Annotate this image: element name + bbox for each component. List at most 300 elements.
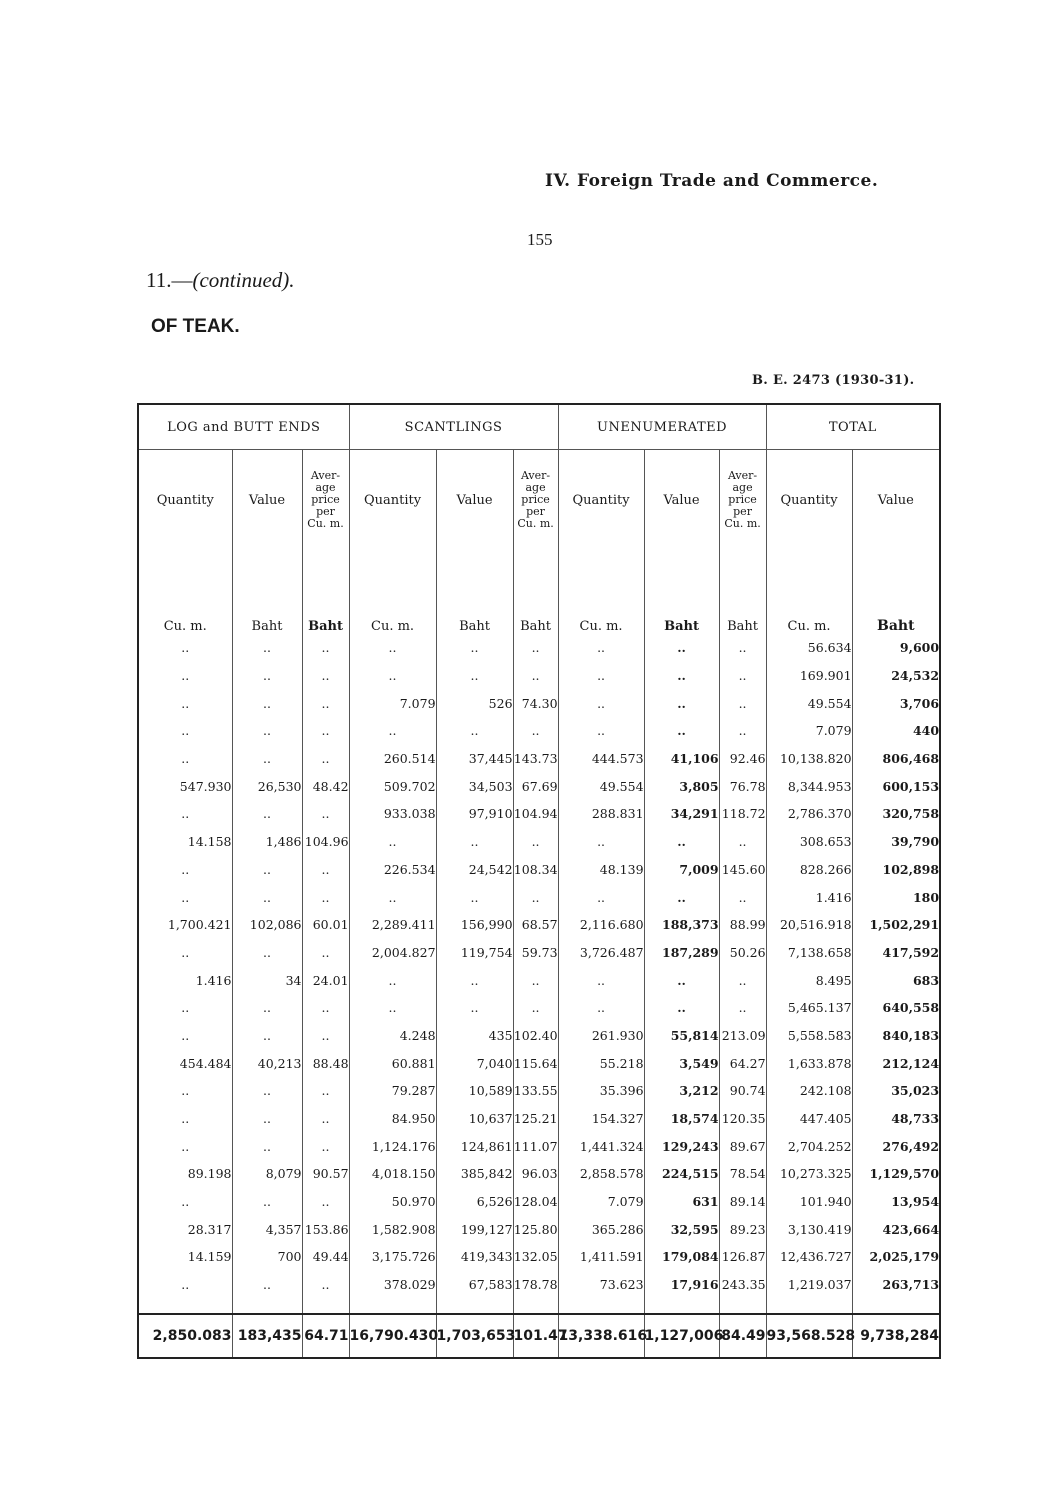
spacer-cell xyxy=(558,1299,644,1314)
table-cell: 1,219.037 xyxy=(766,1271,852,1299)
table-cell: 3,130.419 xyxy=(766,1215,852,1243)
table-cell: .. xyxy=(181,1277,190,1293)
table-cell: 102.40 xyxy=(513,1022,558,1050)
table-cell: 20,516.918 xyxy=(766,911,852,939)
table-cell: 73.623 xyxy=(558,1271,644,1299)
table-cell: 101.940 xyxy=(766,1188,852,1216)
table-cell: 213.09 xyxy=(719,1022,766,1050)
table-cell: 260.514 xyxy=(349,745,436,773)
table-cell: 89.67 xyxy=(719,1132,766,1160)
table-cell: 88.48 xyxy=(302,1049,349,1077)
table-cell: .. xyxy=(436,883,513,911)
table-cell: 34,503 xyxy=(436,772,513,800)
table-row xyxy=(138,856,940,884)
table-cell: 32,595 xyxy=(644,1215,719,1243)
table-cell: 125.21 xyxy=(513,1105,558,1133)
table-cell: .. xyxy=(302,1022,349,1050)
table-cell: .. xyxy=(181,1111,190,1127)
table-cell: 24,532 xyxy=(852,662,940,690)
table-cell: 933.038 xyxy=(349,800,436,828)
total-cell: 9,738,284 xyxy=(852,1314,940,1358)
table-cell: 34 xyxy=(232,966,302,994)
unit-cell: Cu. m. xyxy=(766,550,852,634)
table-cell: .. xyxy=(513,634,558,662)
total-cell: 13,338.616 xyxy=(558,1314,644,1358)
table-row xyxy=(138,1215,940,1243)
table-cell: 10,273.325 xyxy=(766,1160,852,1188)
table-row xyxy=(138,994,940,1022)
table-cell: 683 xyxy=(852,966,940,994)
table-cell: .. xyxy=(232,717,302,745)
table-cell: 154.327 xyxy=(558,1105,644,1133)
spacer-cell xyxy=(138,1299,232,1314)
table-cell: 526 xyxy=(436,689,513,717)
table-cell: 128.04 xyxy=(513,1188,558,1216)
table-cell: 3,549 xyxy=(644,1049,719,1077)
table-cell: .. xyxy=(232,1077,302,1105)
table-cell: 2,858.578 xyxy=(558,1160,644,1188)
total-cell: 84.49 xyxy=(719,1314,766,1358)
table-cell: .. xyxy=(349,828,436,856)
teak-trade-table xyxy=(137,403,941,1359)
table-cell: .. xyxy=(644,828,719,856)
table-row xyxy=(138,689,940,717)
table-cell: 118.72 xyxy=(719,800,766,828)
col-header-average-price: Aver- age price per Cu. m. xyxy=(719,450,766,551)
table-cell: 115.64 xyxy=(513,1049,558,1077)
table-cell: .. xyxy=(644,689,719,717)
table-cell: 60.01 xyxy=(302,911,349,939)
table-cell: 2,289.411 xyxy=(349,911,436,939)
table-cell: 49.554 xyxy=(766,689,852,717)
table-cell: 102,086 xyxy=(232,911,302,939)
col-header-value: Value xyxy=(852,450,940,551)
table-number-suffix: (continued). xyxy=(192,268,295,292)
table-cell: .. xyxy=(232,939,302,967)
total-cell: 16,790.430 xyxy=(349,1314,436,1358)
table-cell: 5,465.137 xyxy=(766,994,852,1022)
table-cell: .. xyxy=(349,883,436,911)
table-cell: .. xyxy=(513,883,558,911)
table-cell: .. xyxy=(232,745,302,773)
table-cell: 90.74 xyxy=(719,1077,766,1105)
table-cell: .. xyxy=(232,1271,302,1299)
table-cell: 18,574 xyxy=(644,1105,719,1133)
table-cell: 444.573 xyxy=(558,745,644,773)
table-cell: 24,542 xyxy=(436,856,513,884)
table-cell: 2,116.680 xyxy=(558,911,644,939)
table-cell: 1,633.878 xyxy=(766,1049,852,1077)
table-cell: .. xyxy=(558,994,644,1022)
table-cell: 104.94 xyxy=(513,800,558,828)
total-cell: 1,703,653 xyxy=(436,1314,513,1358)
table-cell: 199,127 xyxy=(436,1215,513,1243)
table-cell: .. xyxy=(302,1077,349,1105)
col-header-quantity: Quantity xyxy=(558,450,644,551)
table-cell: .. xyxy=(436,994,513,1022)
total-cell: 183,435 xyxy=(232,1314,302,1358)
table-cell: 378.029 xyxy=(349,1271,436,1299)
table-cell: 1,411.591 xyxy=(558,1243,644,1271)
table-cell: .. xyxy=(719,966,766,994)
table-cell: 102,898 xyxy=(852,856,940,884)
table-cell: .. xyxy=(349,966,436,994)
table-cell: .. xyxy=(644,994,719,1022)
table-cell: 56.634 xyxy=(766,634,852,662)
table-cell: 55,814 xyxy=(644,1022,719,1050)
table-cell: .. xyxy=(302,939,349,967)
table-cell: 288.831 xyxy=(558,800,644,828)
table-cell: .. xyxy=(513,662,558,690)
table-cell: 76.78 xyxy=(719,772,766,800)
spacer-cell xyxy=(302,1299,349,1314)
table-cell: 5,558.583 xyxy=(766,1022,852,1050)
table-cell: .. xyxy=(302,745,349,773)
table-cell: .. xyxy=(302,689,349,717)
table-cell: 806,468 xyxy=(852,745,940,773)
table-row xyxy=(138,1022,940,1050)
table-cell: .. xyxy=(232,994,302,1022)
table-row xyxy=(138,717,940,745)
page-number: 155 xyxy=(527,230,553,249)
table-row xyxy=(138,800,940,828)
table-row xyxy=(138,1132,940,1160)
table-cell: 50.970 xyxy=(349,1188,436,1216)
table-cell: 143.73 xyxy=(513,745,558,773)
spacer-cell xyxy=(436,1299,513,1314)
table-row xyxy=(138,1049,940,1077)
table-cell: 108.34 xyxy=(513,856,558,884)
table-cell: 8,079 xyxy=(232,1160,302,1188)
table-cell: 49.44 xyxy=(302,1243,349,1271)
unit-cell: Baht xyxy=(852,550,940,634)
table-cell: .. xyxy=(232,1188,302,1216)
table-cell: 2,025,179 xyxy=(852,1243,940,1271)
table-row xyxy=(138,1243,940,1271)
table-cell: .. xyxy=(302,1188,349,1216)
table-cell: 60.881 xyxy=(349,1049,436,1077)
table-row xyxy=(138,939,940,967)
col-header-average-price: Aver- age price per Cu. m. xyxy=(302,450,349,551)
table-cell: .. xyxy=(232,1132,302,1160)
table-cell: 640,558 xyxy=(852,994,940,1022)
table-cell: 419,343 xyxy=(436,1243,513,1271)
table-cell: 55.218 xyxy=(558,1049,644,1077)
table-cell: .. xyxy=(644,717,719,745)
table-cell: 1,700.421 xyxy=(167,917,232,933)
table-cell: 8.495 xyxy=(766,966,852,994)
table-cell: .. xyxy=(513,717,558,745)
table-cell: 320,758 xyxy=(852,800,940,828)
col-header-quantity: Quantity xyxy=(156,492,214,508)
table-cell: 64.27 xyxy=(719,1049,766,1077)
table-cell: .. xyxy=(558,634,644,662)
table-cell: 59.73 xyxy=(513,939,558,967)
table-cell: 111.07 xyxy=(513,1132,558,1160)
spacer-cell xyxy=(513,1299,558,1314)
table-cell: 156,990 xyxy=(436,911,513,939)
table-cell: 13,954 xyxy=(852,1188,940,1216)
table-cell: 3,175.726 xyxy=(349,1243,436,1271)
table-cell: .. xyxy=(232,856,302,884)
section-title: IV. Foreign Trade and Commerce. xyxy=(545,171,879,191)
table-row xyxy=(138,745,940,773)
table-cell: 90.57 xyxy=(302,1160,349,1188)
col-header-value: Value xyxy=(232,450,302,551)
table-cell: .. xyxy=(302,634,349,662)
table-cell: 24.01 xyxy=(302,966,349,994)
table-cell: 12,436.727 xyxy=(766,1243,852,1271)
table-cell: 10,637 xyxy=(436,1105,513,1133)
table-cell: 1,124.176 xyxy=(349,1132,436,1160)
table-cell: 440 xyxy=(852,717,940,745)
table-cell: 125.80 xyxy=(513,1215,558,1243)
table-cell: 188,373 xyxy=(644,911,719,939)
table-cell: 79.287 xyxy=(349,1077,436,1105)
table-cell: 89.14 xyxy=(719,1188,766,1216)
table-cell: .. xyxy=(436,662,513,690)
table-cell: .. xyxy=(558,717,644,745)
table-cell: 3,805 xyxy=(644,772,719,800)
table-cell: 7,138.658 xyxy=(766,939,852,967)
total-cell: 101.47 xyxy=(513,1314,558,1358)
table-cell: 447.405 xyxy=(766,1105,852,1133)
table-cell: 92.46 xyxy=(719,745,766,773)
table-row xyxy=(138,828,940,856)
table-cell: 74.30 xyxy=(513,689,558,717)
table-cell: .. xyxy=(513,828,558,856)
table-cell: 276,492 xyxy=(852,1132,940,1160)
table-cell: 212,124 xyxy=(852,1049,940,1077)
table-row xyxy=(138,883,940,911)
group-log-butt-ends: LOG and BUTT ENDS xyxy=(138,404,349,450)
table-cell: .. xyxy=(719,828,766,856)
table-cell: 37,445 xyxy=(436,745,513,773)
table-cell: 120.35 xyxy=(719,1105,766,1133)
table-cell: .. xyxy=(644,883,719,911)
unit-cell: Baht xyxy=(232,550,302,634)
table-cell: .. xyxy=(181,1194,190,1210)
table-cell: 28.317 xyxy=(187,1221,232,1237)
table-cell: .. xyxy=(558,689,644,717)
table-row xyxy=(138,1271,940,1299)
table-row xyxy=(138,1160,940,1188)
table-row xyxy=(138,634,940,662)
table-cell: 10,589 xyxy=(436,1077,513,1105)
table-cell: 96.03 xyxy=(513,1160,558,1188)
table-cell: 153.86 xyxy=(302,1215,349,1243)
totals-row xyxy=(138,1314,940,1358)
table-cell: 3,726.487 xyxy=(558,939,644,967)
table-cell: 435 xyxy=(436,1022,513,1050)
table-cell: .. xyxy=(349,717,436,745)
table-cell: .. xyxy=(719,662,766,690)
table-cell: .. xyxy=(436,828,513,856)
table-cell: 119,754 xyxy=(436,939,513,967)
year-label: B. E. 2473 (1930-31). xyxy=(752,373,915,388)
spacer-cell xyxy=(852,1299,940,1314)
table-cell: 124,861 xyxy=(436,1132,513,1160)
table-cell: 7.079 xyxy=(558,1188,644,1216)
table-cell: .. xyxy=(181,723,190,739)
table-cell: .. xyxy=(719,883,766,911)
table-cell: 1,129,570 xyxy=(852,1160,940,1188)
table-cell: 104.96 xyxy=(302,828,349,856)
spacer-cell xyxy=(766,1299,852,1314)
spacer-cell xyxy=(349,1299,436,1314)
table-cell: .. xyxy=(719,689,766,717)
total-cell: 64.71 xyxy=(302,1314,349,1358)
table-cell: 67.69 xyxy=(513,772,558,800)
table-cell: 385,842 xyxy=(436,1160,513,1188)
table-cell: .. xyxy=(181,1000,190,1016)
table-cell: 263,713 xyxy=(852,1271,940,1299)
unit-cell: Baht xyxy=(302,550,349,634)
table-cell: 10,138.820 xyxy=(766,745,852,773)
table-cell: 41,106 xyxy=(644,745,719,773)
table-cell: .. xyxy=(349,994,436,1022)
table-row xyxy=(138,662,940,690)
table-cell: 180 xyxy=(852,883,940,911)
table-cell: 242.108 xyxy=(766,1077,852,1105)
table-cell: .. xyxy=(232,634,302,662)
table-cell: 7.079 xyxy=(349,689,436,717)
table-cell: 631 xyxy=(644,1188,719,1216)
table-cell: .. xyxy=(302,883,349,911)
table-cell: 2,704.252 xyxy=(766,1132,852,1160)
table-cell: .. xyxy=(232,662,302,690)
unit-cell: Baht xyxy=(513,550,558,634)
spacer-row xyxy=(138,1299,940,1314)
table-cell: .. xyxy=(302,662,349,690)
table-cell: .. xyxy=(719,994,766,1022)
table-cell: .. xyxy=(644,966,719,994)
table-cell: .. xyxy=(436,717,513,745)
table-cell: .. xyxy=(558,828,644,856)
table-cell: 1,502,291 xyxy=(852,911,940,939)
table-cell: 1,441.324 xyxy=(558,1132,644,1160)
table-cell: 2,004.827 xyxy=(349,939,436,967)
table-cell: 84.950 xyxy=(349,1105,436,1133)
table-row xyxy=(138,966,940,994)
table-cell: 509.702 xyxy=(349,772,436,800)
table-cell: 67,583 xyxy=(436,1271,513,1299)
table-cell: .. xyxy=(232,1022,302,1050)
group-scantlings: SCANTLINGS xyxy=(349,404,558,450)
table-cell: 35.396 xyxy=(558,1077,644,1105)
unit-cell: Cu. m. xyxy=(163,619,207,634)
total-cell: 1,127,006 xyxy=(644,1314,719,1358)
table-cell: .. xyxy=(644,634,719,662)
table-cell: 169.901 xyxy=(766,662,852,690)
table-cell: 1.416 xyxy=(766,883,852,911)
table-cell: 34,291 xyxy=(644,800,719,828)
table-cell: 1.416 xyxy=(195,972,232,988)
table-cell: .. xyxy=(513,994,558,1022)
table-cell: .. xyxy=(302,717,349,745)
table-cell: 700 xyxy=(232,1243,302,1271)
table-cell: 178.78 xyxy=(513,1271,558,1299)
unit-cell: Baht xyxy=(436,550,513,634)
table-subtitle: OF TEAK. xyxy=(151,316,240,337)
table-cell: 547.930 xyxy=(179,778,232,794)
table-cell: .. xyxy=(181,1138,190,1154)
table-cell: .. xyxy=(558,883,644,911)
table-cell: .. xyxy=(181,751,190,767)
table-cell: 261.930 xyxy=(558,1022,644,1050)
table-cell: 97,910 xyxy=(436,800,513,828)
table-cell: 9,600 xyxy=(852,634,940,662)
table-cell: 48,733 xyxy=(852,1105,940,1133)
table-cell: 1,582.908 xyxy=(349,1215,436,1243)
table-cell: .. xyxy=(644,662,719,690)
table-cell: 7,040 xyxy=(436,1049,513,1077)
table-cell: 68.57 xyxy=(513,911,558,939)
table-cell: .. xyxy=(232,689,302,717)
table-cell: 2,786.370 xyxy=(766,800,852,828)
table-cell: .. xyxy=(181,861,190,877)
table-row xyxy=(138,772,940,800)
table-cell: .. xyxy=(232,800,302,828)
table-cell: 7.079 xyxy=(766,717,852,745)
table-cell: 133.55 xyxy=(513,1077,558,1105)
table-cell: 48.139 xyxy=(558,856,644,884)
table-cell: 365.286 xyxy=(558,1215,644,1243)
table-cell: 3,706 xyxy=(852,689,940,717)
table-cell: .. xyxy=(558,662,644,690)
table-cell: .. xyxy=(719,717,766,745)
table-cell: 600,153 xyxy=(852,772,940,800)
table-cell: 50.26 xyxy=(719,939,766,967)
col-header-value: Value xyxy=(644,450,719,551)
table-cell: .. xyxy=(181,695,190,711)
table-cell: 26,530 xyxy=(232,772,302,800)
table-cell: 308.653 xyxy=(766,828,852,856)
table-cell: .. xyxy=(181,889,190,905)
total-cell: 93,568.528 xyxy=(766,1314,852,1358)
group-unenumerated: UNENUMERATED xyxy=(558,404,766,450)
table-cell: 35,023 xyxy=(852,1077,940,1105)
table-cell: .. xyxy=(719,634,766,662)
col-header-quantity: Quantity xyxy=(349,450,436,551)
col-header-average-price: Aver- age price per Cu. m. xyxy=(513,450,558,551)
table-cell: 145.60 xyxy=(719,856,766,884)
table-cell: .. xyxy=(349,634,436,662)
table-cell: .. xyxy=(181,668,190,684)
table-cell: 89.23 xyxy=(719,1215,766,1243)
table-cell: 132.05 xyxy=(513,1243,558,1271)
table-cell: 48.42 xyxy=(302,772,349,800)
table-cell: 6,526 xyxy=(436,1188,513,1216)
table-cell: 89.198 xyxy=(187,1166,232,1182)
table-cell: .. xyxy=(349,662,436,690)
unit-cell: Baht xyxy=(644,550,719,634)
table-cell: .. xyxy=(181,1083,190,1099)
table-cell: .. xyxy=(513,966,558,994)
table-row xyxy=(138,1077,940,1105)
table-cell: .. xyxy=(181,944,190,960)
table-number xyxy=(146,268,295,293)
group-total: TOTAL xyxy=(766,404,940,450)
table-cell: .. xyxy=(232,883,302,911)
table-cell: 187,289 xyxy=(644,939,719,967)
table-cell: 88.99 xyxy=(719,911,766,939)
table-cell: 828.266 xyxy=(766,856,852,884)
table-cell: .. xyxy=(302,1271,349,1299)
table-cell: .. xyxy=(302,800,349,828)
table-cell: .. xyxy=(558,966,644,994)
table-cell: .. xyxy=(302,856,349,884)
